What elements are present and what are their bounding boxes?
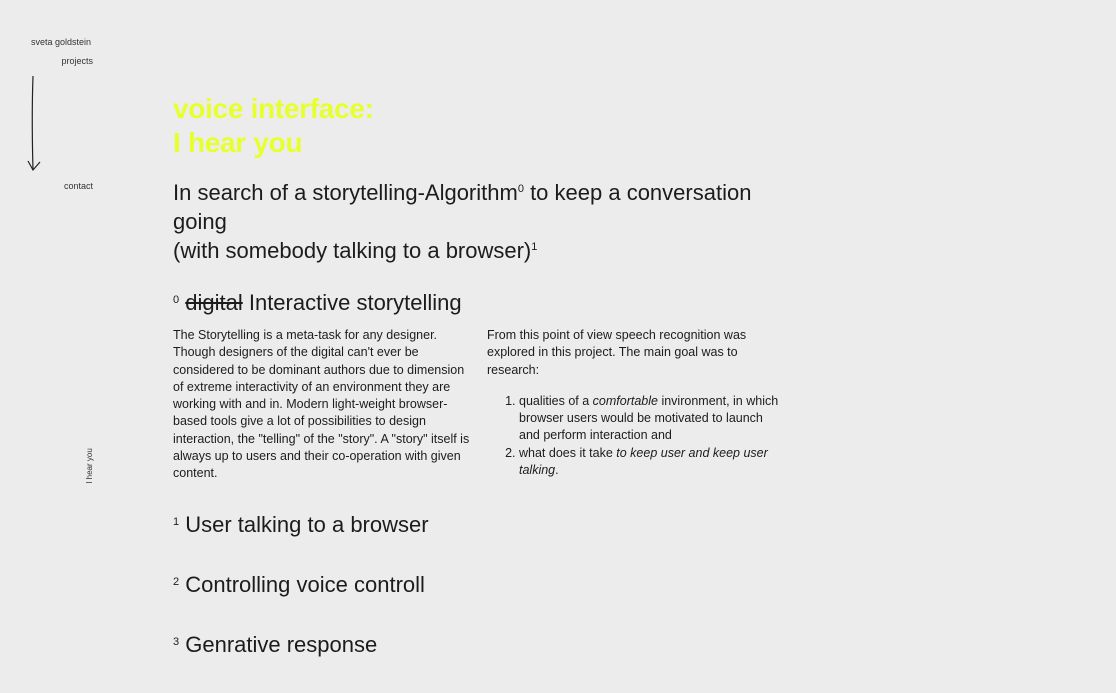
- goal-1-post: invironment, in which browser users would be motivated to launch and perform interaction and: [519, 393, 779, 443]
- project-title-line2: I hear you: [173, 127, 303, 158]
- nav-contact-link[interactable]: contact: [63, 181, 93, 191]
- section-3-number: 3: [173, 635, 180, 648]
- lede-part3: (with somebody talking to a browser): [173, 238, 532, 263]
- goal-2-post: .: [555, 463, 559, 478]
- section-3-heading: [173, 631, 793, 659]
- goal-2-pre: what does it take: [519, 445, 617, 460]
- project-title-line1: voice interface:: [173, 93, 374, 124]
- project-content: [173, 92, 793, 659]
- project-lede: [173, 178, 793, 265]
- section-0-right-column: [487, 327, 787, 483]
- research-goals-list: [487, 393, 787, 479]
- section-0-left-text: The Storytelling is a meta-task for any designer. Though designers of the digital can't ever be considered to be dominant authors due to dimension of extreme interactivity of an environment they are working with and in. Modern light-weight browser-based tools give a lot of possibilities to design interaction, the "telling" of the "story". A "story" itself is always up to users and their co-operation with given content.: [173, 328, 470, 481]
- nav-projects-link[interactable]: projects: [61, 56, 93, 66]
- section-3-title: Genrative response: [179, 631, 378, 657]
- section-0-heading: [173, 289, 793, 317]
- section-1-title: User talking to a browser: [179, 511, 429, 537]
- section-0-title: Interactive storytelling: [242, 290, 462, 315]
- section-0-struck-word: digital: [185, 290, 243, 315]
- arrow-down-icon: [27, 74, 43, 174]
- goal-1-emphasis: comfortable: [592, 393, 658, 408]
- section-2-heading: [173, 571, 793, 599]
- lede-part1: In search of a storytelling-Algorithm: [173, 180, 518, 205]
- research-goal-item: [519, 393, 787, 445]
- goal-2-emphasis: to keep user and keep user talking: [519, 445, 768, 478]
- vertical-project-label: [84, 445, 96, 487]
- section-2-title: Controlling voice controll: [179, 571, 425, 597]
- research-goal-item: [519, 445, 787, 480]
- vertical-project-label-text: I hear you: [85, 448, 94, 484]
- section-0-right-intro: From this point of view speech recognition was explored in this project. The main goal was to research:: [487, 328, 747, 377]
- section-0-number: 0: [173, 294, 180, 306]
- section-1-number: 1: [173, 515, 180, 528]
- section-1-heading: [173, 511, 793, 539]
- section-0-columns: [173, 327, 793, 483]
- goal-1-pre: qualities of a: [519, 393, 593, 408]
- nav-name-link[interactable]: sveta goldstein: [31, 37, 92, 47]
- lede-part2: to keep a conversation going: [173, 180, 752, 234]
- project-title: [173, 92, 793, 160]
- lede-footnote-0: 0: [517, 183, 524, 195]
- lede-footnote-1: 1: [531, 241, 538, 253]
- section-2-number: 2: [173, 575, 180, 588]
